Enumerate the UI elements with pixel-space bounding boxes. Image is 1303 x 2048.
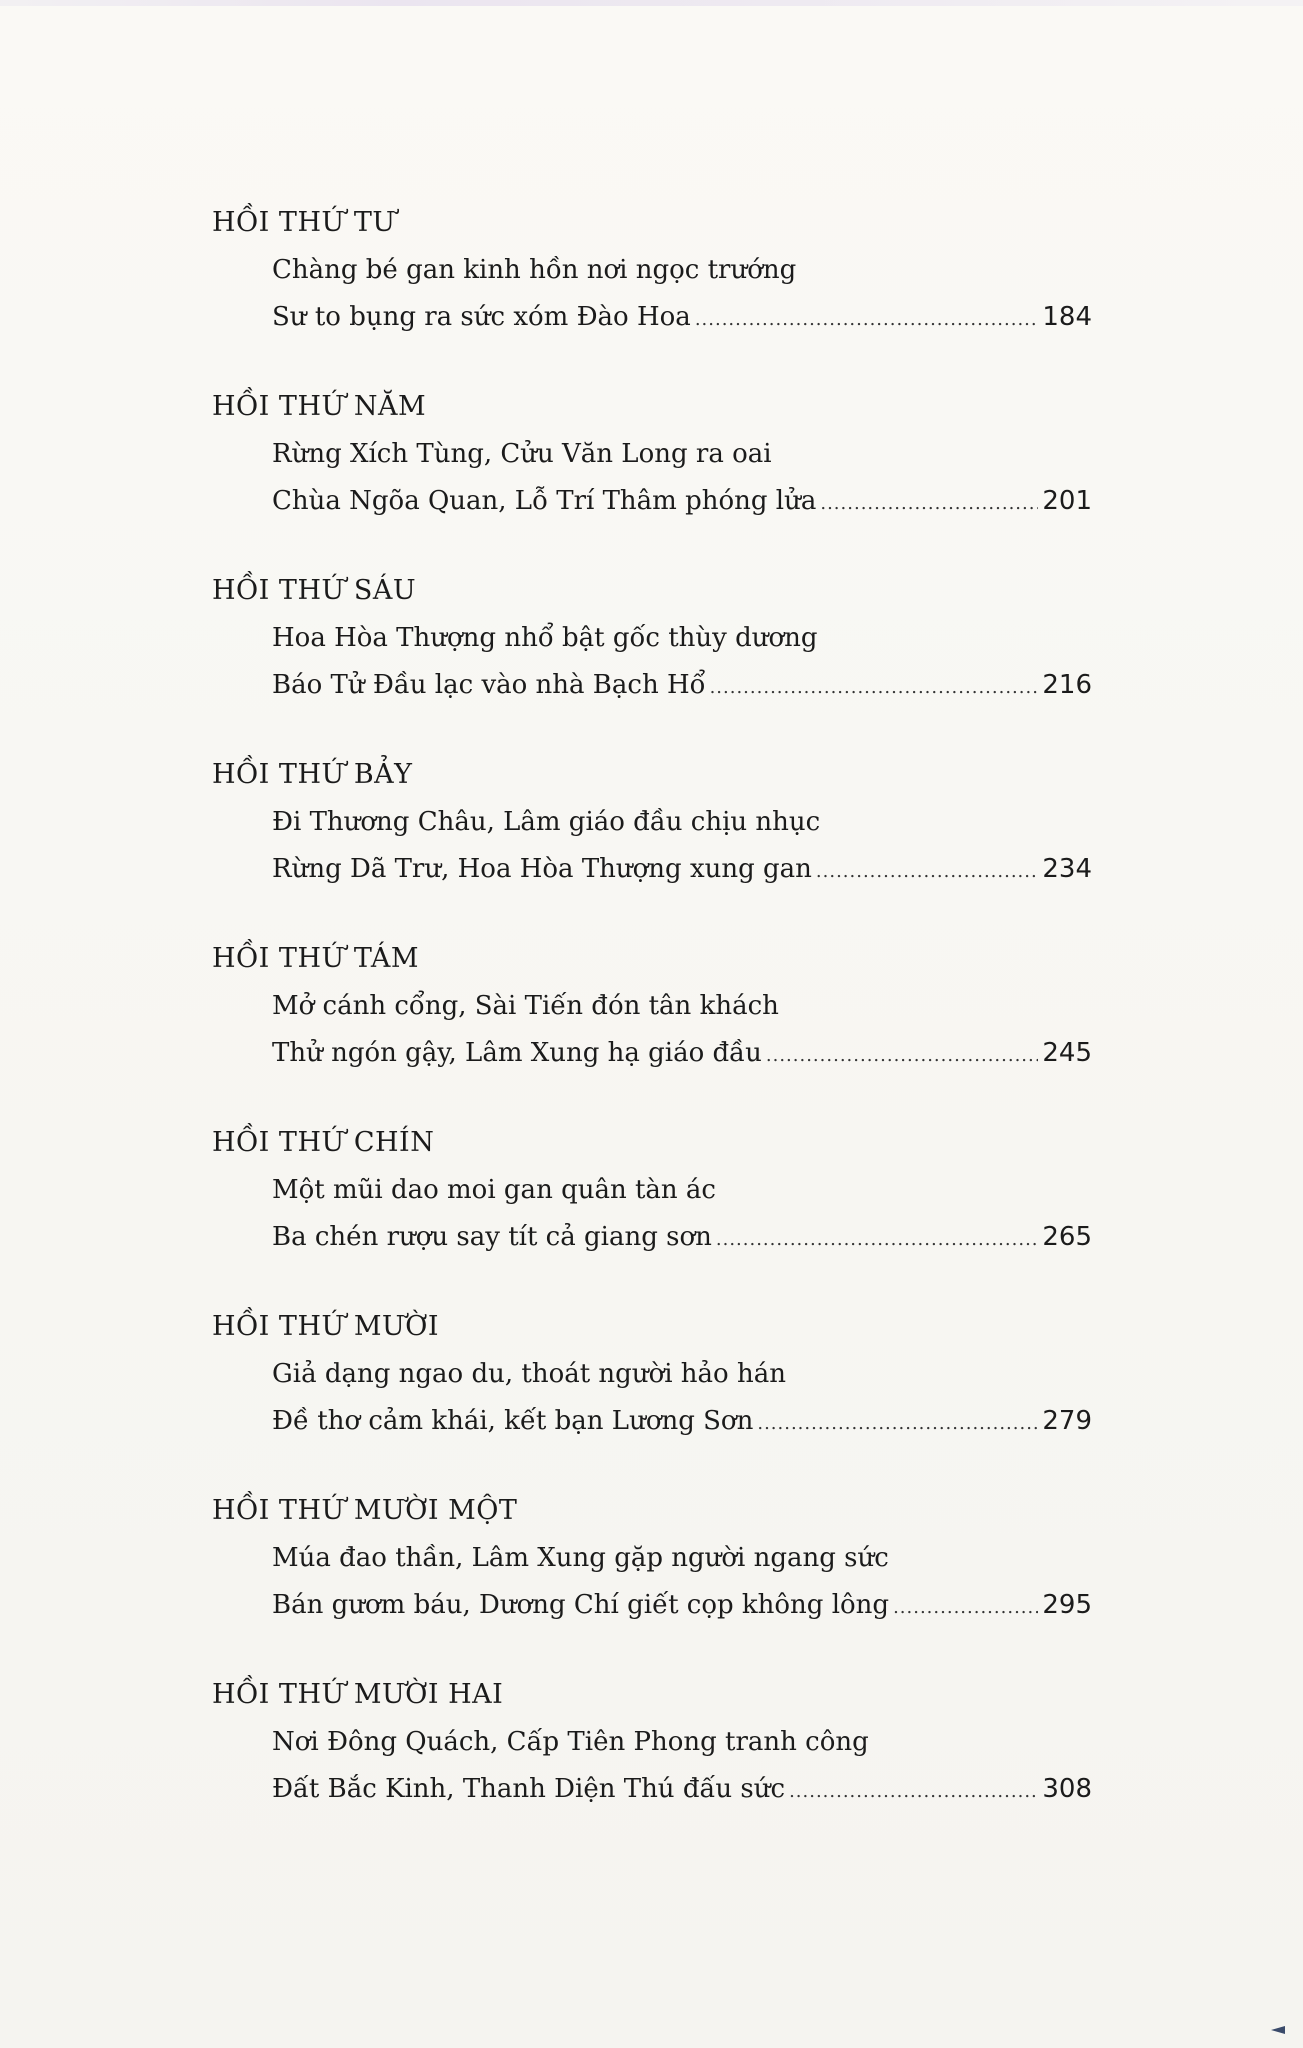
page-number: 245	[1042, 1038, 1092, 1068]
toc-chapter	[212, 387, 1092, 571]
page-number: 184	[1042, 302, 1092, 332]
chapter-heading: HỒI THỨ TƯ	[212, 207, 396, 238]
dot-leader	[893, 1588, 1038, 1628]
dot-leader	[716, 1220, 1038, 1260]
page-number: 265	[1042, 1222, 1092, 1252]
toc-chapter	[212, 1123, 1092, 1307]
toc-chapter	[212, 939, 1092, 1123]
page-number: 295	[1042, 1590, 1092, 1620]
page-top-edge	[0, 0, 1303, 6]
chapter-heading: HỒI THỨ NĂM	[212, 391, 427, 422]
dot-leader	[766, 1036, 1038, 1076]
toc-chapter	[212, 203, 1092, 387]
toc-chapter	[212, 571, 1092, 755]
toc-entry-line	[272, 1033, 1092, 1076]
page-number: 216	[1042, 670, 1092, 700]
toc-entry-line	[272, 1585, 1092, 1628]
chapter-heading: HỒI THỨ CHÍN	[212, 1127, 435, 1158]
chapter-heading: HỒI THỨ TÁM	[212, 943, 419, 974]
chapter-heading: HỒI THỨ SÁU	[212, 575, 417, 606]
chapter-subtitle-line: Hoa Hòa Thượng nhổ bật gốc thùy dương	[272, 623, 818, 653]
toc-entry-line	[272, 1217, 1092, 1260]
dot-leader	[816, 852, 1038, 892]
dot-leader	[820, 484, 1038, 524]
toc-entry-line	[272, 665, 1092, 708]
chapter-subtitle-line: Nơi Đông Quách, Cấp Tiên Phong tranh công	[272, 1727, 869, 1757]
toc-chapter	[212, 1491, 1092, 1675]
toc-entry-line	[272, 1769, 1092, 1812]
table-of-contents	[212, 203, 1092, 1859]
toc-chapter	[212, 755, 1092, 939]
chapter-subtitle-line: Đất Bắc Kinh, Thanh Diện Thú đấu sức	[272, 1774, 786, 1804]
corner-scan-mark	[1271, 2026, 1285, 2034]
chapter-subtitle-line: Rừng Dã Trư, Hoa Hòa Thượng xung gan	[272, 854, 812, 884]
toc-entry-line	[272, 297, 1092, 340]
page-number: 234	[1042, 854, 1092, 884]
chapter-subtitle-line: Giả dạng ngao du, thoát người hảo hán	[272, 1359, 786, 1389]
chapter-subtitle-line: Mở cánh cổng, Sài Tiến đón tân khách	[272, 991, 779, 1021]
chapter-subtitle-line: Sư to bụng ra sức xóm Đào Hoa	[272, 302, 691, 332]
toc-chapter	[212, 1675, 1092, 1859]
dot-leader	[710, 668, 1039, 708]
page-number: 308	[1042, 1774, 1092, 1804]
chapter-subtitle-line: Chàng bé gan kinh hồn nơi ngọc trướng	[272, 255, 797, 285]
chapter-heading: HỒI THỨ BẢY	[212, 759, 413, 790]
chapter-subtitle-line: Ba chén rượu say tít cả giang sơn	[272, 1222, 712, 1252]
chapter-heading: HỒI THỨ MƯỜI MỘT	[212, 1495, 518, 1526]
chapter-subtitle-line: Múa đao thần, Lâm Xung gặp người ngang sức	[272, 1543, 889, 1573]
chapter-subtitle-line: Báo Tử Đầu lạc vào nhà Bạch Hổ	[272, 670, 706, 700]
dot-leader	[789, 1772, 1038, 1812]
page-number: 279	[1042, 1406, 1092, 1436]
dot-leader	[695, 300, 1039, 340]
chapter-subtitle-line: Bán gươm báu, Dương Chí giết cọp không lông	[272, 1590, 890, 1620]
chapter-subtitle-line: Thử ngón gậy, Lâm Xung hạ giáo đầu	[272, 1038, 762, 1068]
chapter-subtitle-line: Đề thơ cảm khái, kết bạn Lương Sơn	[272, 1406, 754, 1436]
toc-entry-line	[272, 481, 1092, 524]
chapter-subtitle-line: Một mũi dao moi gan quân tàn ác	[272, 1175, 716, 1205]
chapter-subtitle-line: Đi Thương Châu, Lâm giáo đầu chịu nhục	[272, 807, 821, 837]
toc-entry-line	[272, 1401, 1092, 1444]
toc-chapter	[212, 1307, 1092, 1491]
chapter-subtitle-line: Chùa Ngõa Quan, Lỗ Trí Thâm phóng lửa	[272, 486, 817, 516]
page-number: 201	[1042, 486, 1092, 516]
chapter-subtitle-line: Rừng Xích Tùng, Cửu Văn Long ra oai	[272, 439, 772, 469]
dot-leader	[757, 1404, 1038, 1444]
chapter-heading: HỒI THỨ MƯỜI	[212, 1311, 440, 1342]
toc-entry-line	[272, 849, 1092, 892]
chapter-heading: HỒI THỨ MƯỜI HAI	[212, 1679, 504, 1710]
